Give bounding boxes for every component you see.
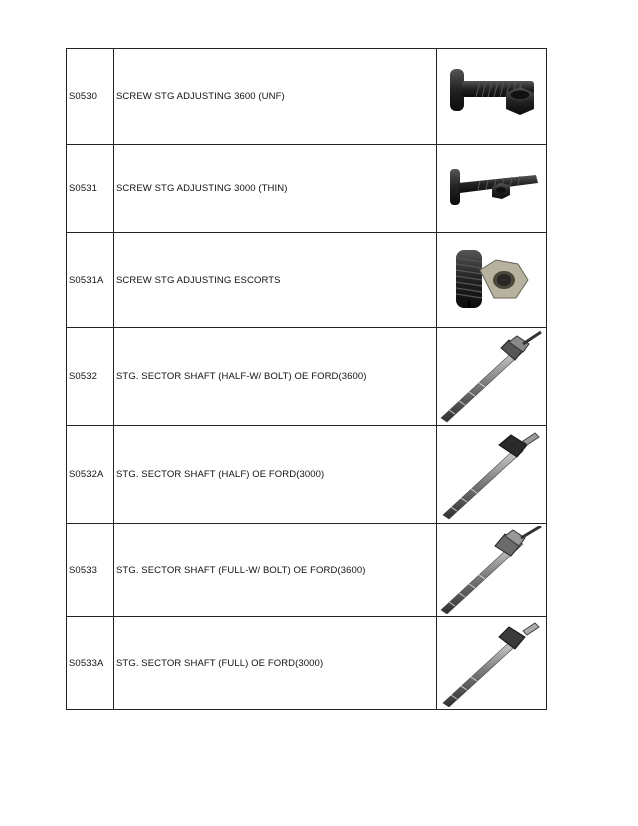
part-image [437, 145, 547, 232]
part-image [437, 617, 547, 709]
thin-screw-with-nut-icon [440, 151, 544, 227]
part-code: S0531 [67, 145, 114, 232]
table-row [67, 426, 547, 524]
part-image [437, 426, 547, 523]
part-code: S0533A [67, 617, 114, 709]
sector-shaft-icon [439, 526, 545, 614]
sector-shaft-icon [439, 429, 545, 521]
sector-shaft-icon [439, 330, 545, 424]
part-code: S0532A [67, 426, 114, 523]
part-description: SCREW STG ADJUSTING ESCORTS [114, 233, 437, 327]
part-description: STG. SECTOR SHAFT (HALF-W/ BOLT) OE FORD(3600) [114, 328, 437, 425]
part-description: STG. SECTOR SHAFT (FULL-W/ BOLT) OE FORD(3600) [114, 524, 437, 616]
part-description: STG. SECTOR SHAFT (FULL) OE FORD(3000) [114, 617, 437, 709]
part-image [437, 49, 547, 144]
sector-shaft-icon [439, 619, 545, 707]
part-code: S0533 [67, 524, 114, 616]
part-image [437, 524, 547, 616]
part-image [437, 233, 547, 327]
part-description: SCREW STG ADJUSTING 3600 (UNF) [114, 49, 437, 144]
part-code: S0531A [67, 233, 114, 327]
table-row [67, 617, 547, 710]
part-code: S0532 [67, 328, 114, 425]
screw-with-nut-icon [440, 57, 544, 137]
table-row [67, 233, 547, 328]
table-row [67, 49, 547, 145]
table-row [67, 328, 547, 426]
table-row [67, 145, 547, 233]
part-description: SCREW STG ADJUSTING 3000 (THIN) [114, 145, 437, 232]
table-row [67, 524, 547, 617]
short-screw-with-nut-icon [440, 240, 544, 320]
part-description: STG. SECTOR SHAFT (HALF) OE FORD(3000) [114, 426, 437, 523]
parts-table [66, 48, 547, 710]
part-code: S0530 [67, 49, 114, 144]
part-image [437, 328, 547, 425]
